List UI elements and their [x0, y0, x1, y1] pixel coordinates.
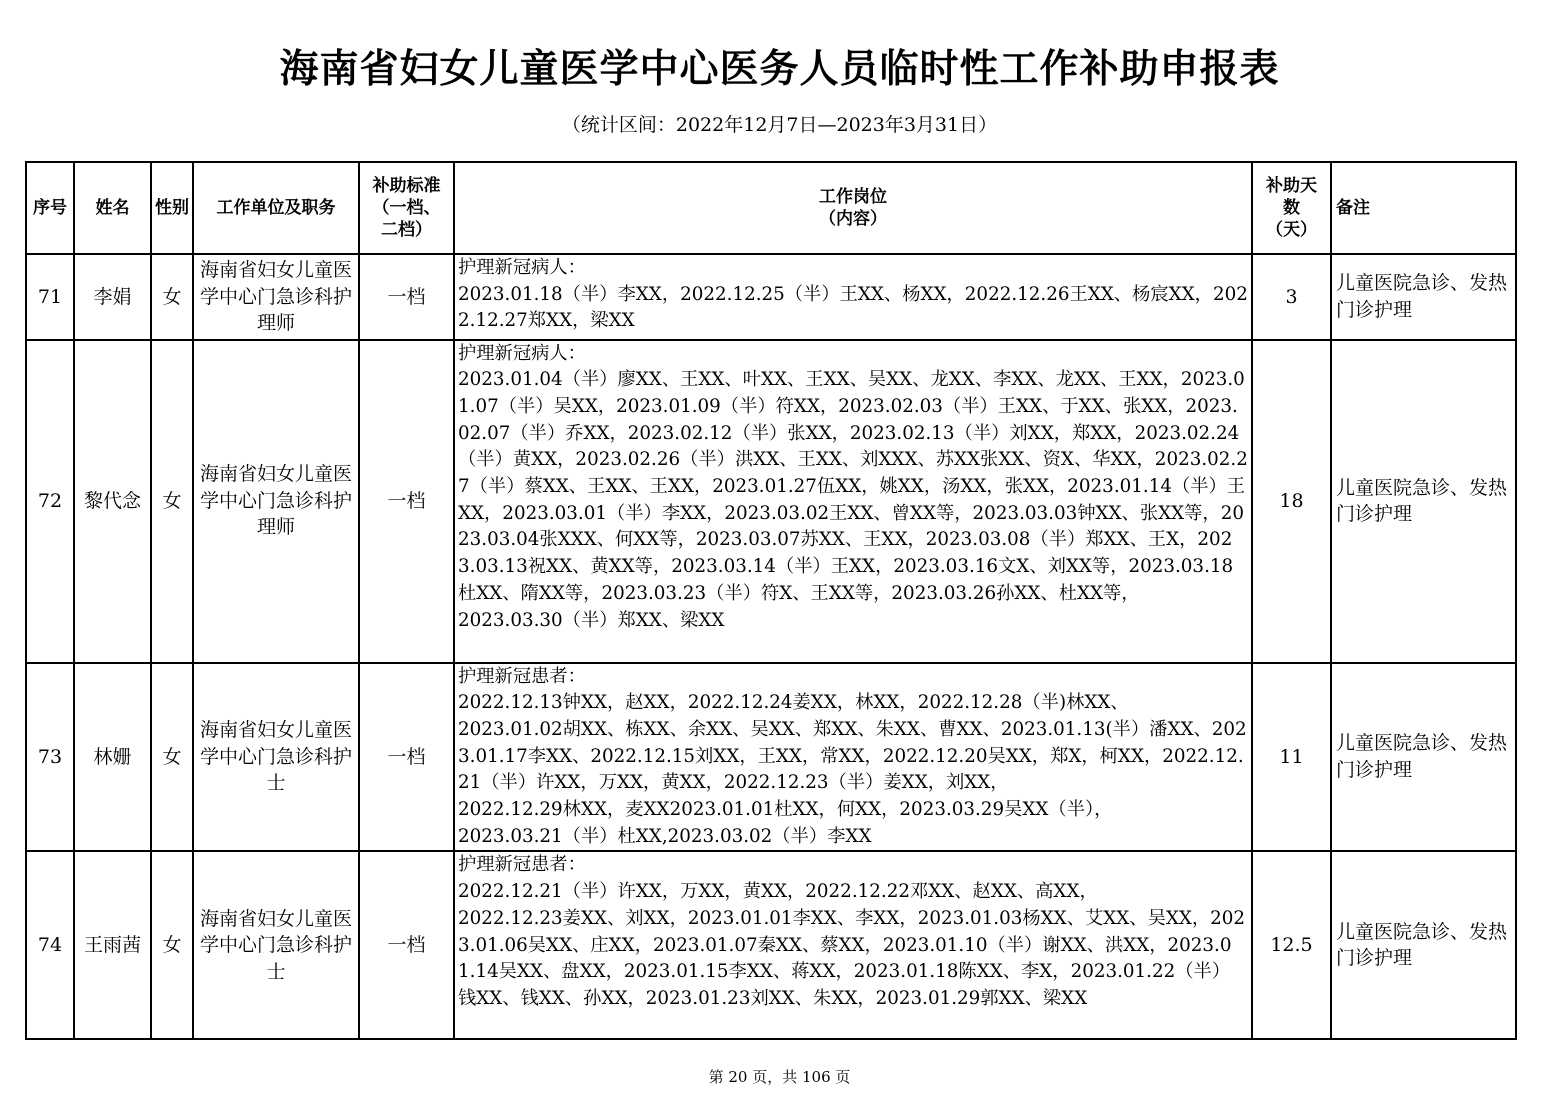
header-days	[1252, 162, 1331, 254]
table-row	[26, 340, 1516, 663]
header-work-line1: 工作岗位	[819, 187, 887, 207]
header-standard	[359, 162, 454, 254]
header-gender: 性别	[151, 162, 193, 254]
row-standard: 一档	[359, 340, 454, 663]
row-standard: 一档	[359, 254, 454, 340]
row-days: 18	[1252, 340, 1331, 663]
row-unit: 海南省妇女儿童医学中心门急诊科护理师	[193, 254, 359, 340]
row-no: 71	[26, 254, 74, 340]
row-gender: 女	[151, 340, 193, 663]
row-name: 王雨茜	[74, 851, 151, 1039]
header-days-line3: （天）	[1266, 220, 1317, 240]
row-no: 73	[26, 663, 74, 852]
table-row	[26, 663, 1516, 852]
row-notes: 儿童医院急诊、发热门诊护理	[1331, 340, 1516, 663]
row-standard: 一档	[359, 663, 454, 852]
row-gender: 女	[151, 254, 193, 340]
row-days: 11	[1252, 663, 1331, 852]
subsidy-table	[25, 161, 1517, 1040]
document-title: 海南省妇女儿童医学中心医务人员临时性工作补助申报表	[279, 47, 1280, 92]
header-standard-line1: 补助标准	[372, 176, 441, 196]
header-days-line2: 数	[1283, 198, 1300, 218]
row-unit: 海南省妇女儿童医学中心门急诊科护士	[193, 851, 359, 1039]
header-unit: 工作单位及职务	[193, 162, 359, 254]
row-notes: 儿童医院急诊、发热门诊护理	[1331, 254, 1516, 340]
header-standard-line2: （一档、	[372, 198, 441, 218]
row-work-content: 护理新冠病人： 2023.01.18（半）李XX，2022.12.25（半）王XX、杨XX，2022.12.26王XX、杨宸XX，2022.12.27郑XX，梁XX	[454, 254, 1252, 340]
header-days-line1: 补助天	[1266, 176, 1317, 196]
table-row	[26, 851, 1516, 1039]
row-name: 黎代念	[74, 340, 151, 663]
row-unit: 海南省妇女儿童医学中心门急诊科护士	[193, 663, 359, 852]
header-name: 姓名	[74, 162, 151, 254]
row-days: 12.5	[1252, 851, 1331, 1039]
row-days: 3	[1252, 254, 1331, 340]
row-unit: 海南省妇女儿童医学中心门急诊科护理师	[193, 340, 359, 663]
header-row	[26, 162, 1516, 254]
row-standard: 一档	[359, 851, 454, 1039]
row-gender: 女	[151, 663, 193, 852]
row-work-content: 护理新冠病人： 2023.01.04（半）廖XX、王XX、叶XX、王XX、吴XX、龙XX、李XX、龙XX、王XX，2023.01.07（半）吴XX，2023.01.09（半）符XX，2023.02.03（半）王XX、于XX、张XX，2023.02.07（半）乔XX，2023.02.12（半）张XX，2023.02.13（半）刘XX，郑XX，2023.02.24（半）黄XX，2023.02.26（半）洪XX、王XX、刘XXX、苏XX张XX、资X、华XX，2023.02.27（半）蔡XX、王XX、王XX，2023.01.27伍XX，姚XX，汤XX，张XX，2023.01.14（半）王XX，2023.03.01（半）李XX，2023.03.02王XX、曾XX等，2023.03.03钟XX、张XX等，2023.03.04张XXX、何XX等，2023.03.07苏XX、王XX，2023.03.08（半）郑XX、王X，2023.03.13祝XX、黄XX等，2023.03.14（半）王XX，2023.03.16文X、刘XX等，2023.03.18杜XX、隋XX等，2023.03.23（半）符X、王XX等，2023.03.26孙XX、杜XX等， 2023.03.30（半）郑XX、梁XX	[454, 340, 1252, 663]
statistics-period: （统计区间：2022年12月7日—2023年3月31日）	[561, 114, 998, 136]
header-work	[454, 162, 1252, 254]
row-no: 74	[26, 851, 74, 1039]
row-name: 李娟	[74, 254, 151, 340]
row-work-content: 护理新冠患者： 2022.12.21（半）许XX，万XX，黄XX，2022.12.22邓XX、赵XX、高XX， 2022.12.23姜XX、刘XX，2023.01.01李XX、李XX，2023.01.03杨XX、艾XX、吴XX，2023.01.06吴XX、庄XX，2023.01.07秦XX、蔡XX，2023.01.10（半）谢XX、洪XX，2023.01.14吴XX、盘XX，2023.01.15李XX、蒋XX，2023.01.18陈XX、李X，2023.01.22（半）钱XX、钱XX、孙XX，2023.01.23刘XX、朱XX，2023.01.29郭XX、梁XX	[454, 851, 1252, 1039]
header-notes: 备注	[1331, 162, 1516, 254]
row-name: 林姗	[74, 663, 151, 852]
table-row	[26, 254, 1516, 340]
row-no: 72	[26, 340, 74, 663]
row-work-content: 护理新冠患者： 2022.12.13钟XX，赵XX，2022.12.24姜XX，林XX，2022.12.28（半)林XX、 2023.01.02胡XX、栋XX、余XX、吴XX、郑XX、朱XX、曹XX、2023.01.13(半）潘XX、2023.01.17李XX、2022.12.15刘XX，王XX，常XX，2022.12.20吴XX，郑X，柯XX，2022.12.21（半）许XX，万XX，黄XX，2022.12.23（半）姜XX，刘XX， 2022.12.29林XX，麦XX2023.01.01杜XX，何XX，2023.03.29吴XX（半）， 2023.03.21（半）杜XX,2023.03.02（半）李XX	[454, 663, 1252, 852]
header-work-line2: （内容）	[819, 209, 887, 229]
page-number: 第 20 页，共 106 页	[708, 1068, 851, 1086]
row-gender: 女	[151, 851, 193, 1039]
header-standard-line3: 二档）	[381, 220, 432, 240]
header-no: 序号	[26, 162, 74, 254]
row-notes: 儿童医院急诊、发热门诊护理	[1331, 851, 1516, 1039]
row-notes: 儿童医院急诊、发热门诊护理	[1331, 663, 1516, 852]
